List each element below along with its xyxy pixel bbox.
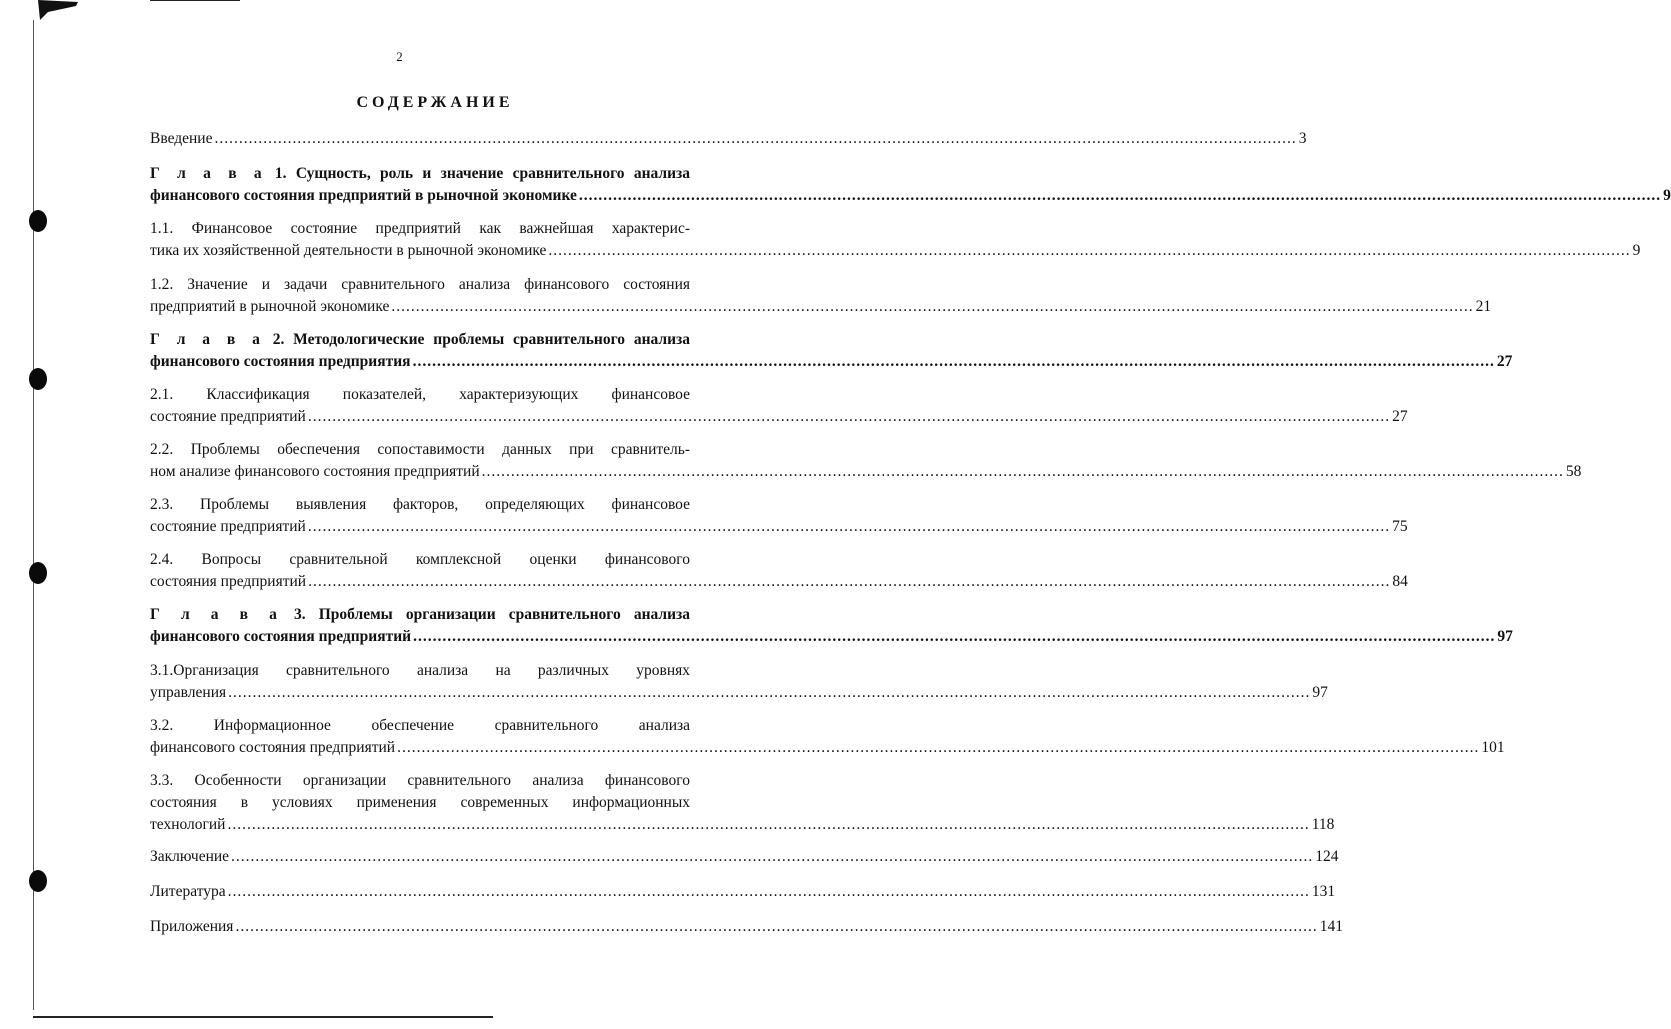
binding-hole: [29, 562, 47, 584]
leader-dots: ..............................................................................................................................................................................................................................: [391, 298, 1474, 315]
entry-text: технологий: [150, 816, 226, 833]
toc-entry-section-1-1[interactable]: [150, 218, 1641, 262]
leader-dots: ..............................................................................................................................................................................................................................: [231, 848, 1314, 865]
leader-dots: ..............................................................................................................................................................................................................................: [214, 130, 1297, 147]
toc-title: СОДЕРЖАНИЕ: [356, 94, 514, 111]
page-ref: 141: [1319, 918, 1343, 935]
page-ref: 101: [1481, 739, 1505, 756]
entry-text: Приложения: [150, 918, 234, 935]
page-ref: 3: [1298, 130, 1307, 147]
entry-text: Введение: [150, 130, 213, 147]
toc-entry-references[interactable]: [150, 881, 1336, 903]
page-ref: 58: [1565, 463, 1582, 480]
leader-dots: ..............................................................................................................................................................................................................................: [413, 628, 1496, 645]
binding-hole: [29, 368, 47, 390]
page-ref: 118: [1311, 816, 1335, 833]
entry-text: 3.1.Организация сравнительного анализа на различных уровнях: [150, 662, 690, 679]
scan-corner-mark: [38, 0, 78, 20]
entry-text: состояния предприятий: [150, 573, 307, 590]
chapter-label: Г л а в а: [150, 331, 264, 348]
binding-hole: [29, 870, 47, 892]
page-ref: 97: [1312, 684, 1328, 701]
entry-text: управления: [150, 684, 227, 701]
page-ref: 21: [1475, 298, 1492, 315]
toc-entry-chapter-1[interactable]: [150, 163, 1671, 207]
leader-dots: ..............................................................................................................................................................................................................................: [412, 353, 1495, 370]
entry-text: 2.3. Проблемы выявления факторов, определяющих финансовое: [150, 496, 690, 513]
entry-text: финансового состояния предприятий: [150, 739, 396, 756]
page-ref: 131: [1311, 883, 1336, 900]
leader-dots: ..............................................................................................................................................................................................................................: [308, 573, 1391, 590]
leader-dots: ..............................................................................................................................................................................................................................: [548, 242, 1631, 259]
toc-entry-section-3-3[interactable]: [150, 770, 1335, 836]
toc-entry-section-2-2[interactable]: [150, 439, 1582, 483]
chapter-label: Г л а в а: [150, 606, 281, 623]
page-ref: 124: [1315, 848, 1339, 865]
toc-entry-section-3-1[interactable]: [150, 660, 1328, 704]
page-ref: 9: [1663, 187, 1671, 204]
page-ref: 75: [1392, 518, 1408, 535]
leader-dots: ..............................................................................................................................................................................................................................: [307, 408, 1391, 425]
entry-text: состояние предприятий: [150, 518, 306, 535]
toc-entry-section-1-2[interactable]: [150, 274, 1492, 318]
entry-text: 1.1. Финансовое состояние предприятий как важнейшая характерис-: [150, 220, 690, 237]
entry-text: 2.2. Проблемы обеспечения сопоставимости данных при сравнитель-: [150, 441, 690, 458]
leader-dots: ..............................................................................................................................................................................................................................: [397, 739, 1480, 756]
page-ref: 84: [1392, 573, 1408, 590]
page-number: 2: [396, 49, 403, 64]
leader-dots: ..............................................................................................................................................................................................................................: [227, 816, 1310, 833]
toc-entry-chapter-3[interactable]: [150, 604, 1513, 648]
entry-text: 2. Методологические проблемы сравнительного анализа: [263, 331, 690, 348]
entry-text: 2.1. Классификация показателей, характеризующих финансовое: [150, 386, 690, 403]
page-ref: 27: [1496, 353, 1513, 370]
leader-dots: ..............................................................................................................................................................................................................................: [481, 463, 1564, 480]
leader-dots: ..............................................................................................................................................................................................................................: [235, 918, 1318, 935]
binding-hole: [29, 210, 47, 232]
toc-entry-section-2-4[interactable]: [150, 549, 1408, 593]
toc-entry-section-2-3[interactable]: [150, 494, 1408, 538]
entry-text: 1.2. Значение и задачи сравнительного анализа финансового состояния: [150, 276, 690, 293]
entry-text: 3.2. Информационное обеспечение сравнительного анализа: [150, 717, 690, 734]
leader-dots: ..............................................................................................................................................................................................................................: [578, 187, 1662, 204]
entry-text: финансового состояния предприятий в рыночной экономике: [150, 187, 577, 204]
toc-entry-chapter-2[interactable]: [150, 329, 1513, 373]
entry-text: 3.3. Особенности организации сравнительного анализа финансового: [150, 772, 690, 789]
page-ref: 9: [1632, 242, 1641, 259]
page-ref: 27: [1392, 408, 1408, 425]
page-ref: 97: [1497, 628, 1513, 645]
entry-text: финансового состояния предприятий: [150, 628, 412, 645]
toc-entry-appendices[interactable]: [150, 916, 1343, 938]
entry-text: состояние предприятий: [150, 408, 306, 425]
toc-entry-conclusion[interactable]: [150, 846, 1339, 868]
leader-dots: ..............................................................................................................................................................................................................................: [227, 883, 1310, 900]
entry-text: Заключение: [150, 848, 230, 865]
leader-dots: ..............................................................................................................................................................................................................................: [307, 518, 1391, 535]
entry-text: 1. Сущность, роль и значение сравнительного анализа: [265, 165, 690, 182]
entry-text: 3. Проблемы организации сравнительного анализа: [280, 606, 690, 623]
toc-entry-section-2-1[interactable]: [150, 384, 1408, 428]
entry-text: тика их хозяйственной деятельности в рыночной экономике: [150, 242, 547, 259]
entry-text: Литература: [150, 883, 226, 900]
toc-entry-section-3-2[interactable]: [150, 715, 1505, 759]
scan-left-edge: [33, 20, 34, 1010]
scan-bottom-line: [33, 1016, 493, 1018]
scan-top-line: [150, 0, 240, 1]
entry-text: предприятий в рыночной экономике: [150, 298, 390, 315]
chapter-label: Г л а в а: [150, 165, 266, 182]
entry-text: ном анализе финансового состояния предприятий: [150, 463, 480, 480]
leader-dots: ..............................................................................................................................................................................................................................: [228, 684, 1311, 701]
toc-entry-introduction[interactable]: [150, 128, 1307, 150]
entry-text: финансового состояния предприятия: [150, 353, 411, 370]
entry-text: 2.4. Вопросы сравнительной комплексной оценки финансового: [150, 551, 690, 568]
entry-text: состояния в условиях применения современных информационных: [150, 794, 690, 811]
